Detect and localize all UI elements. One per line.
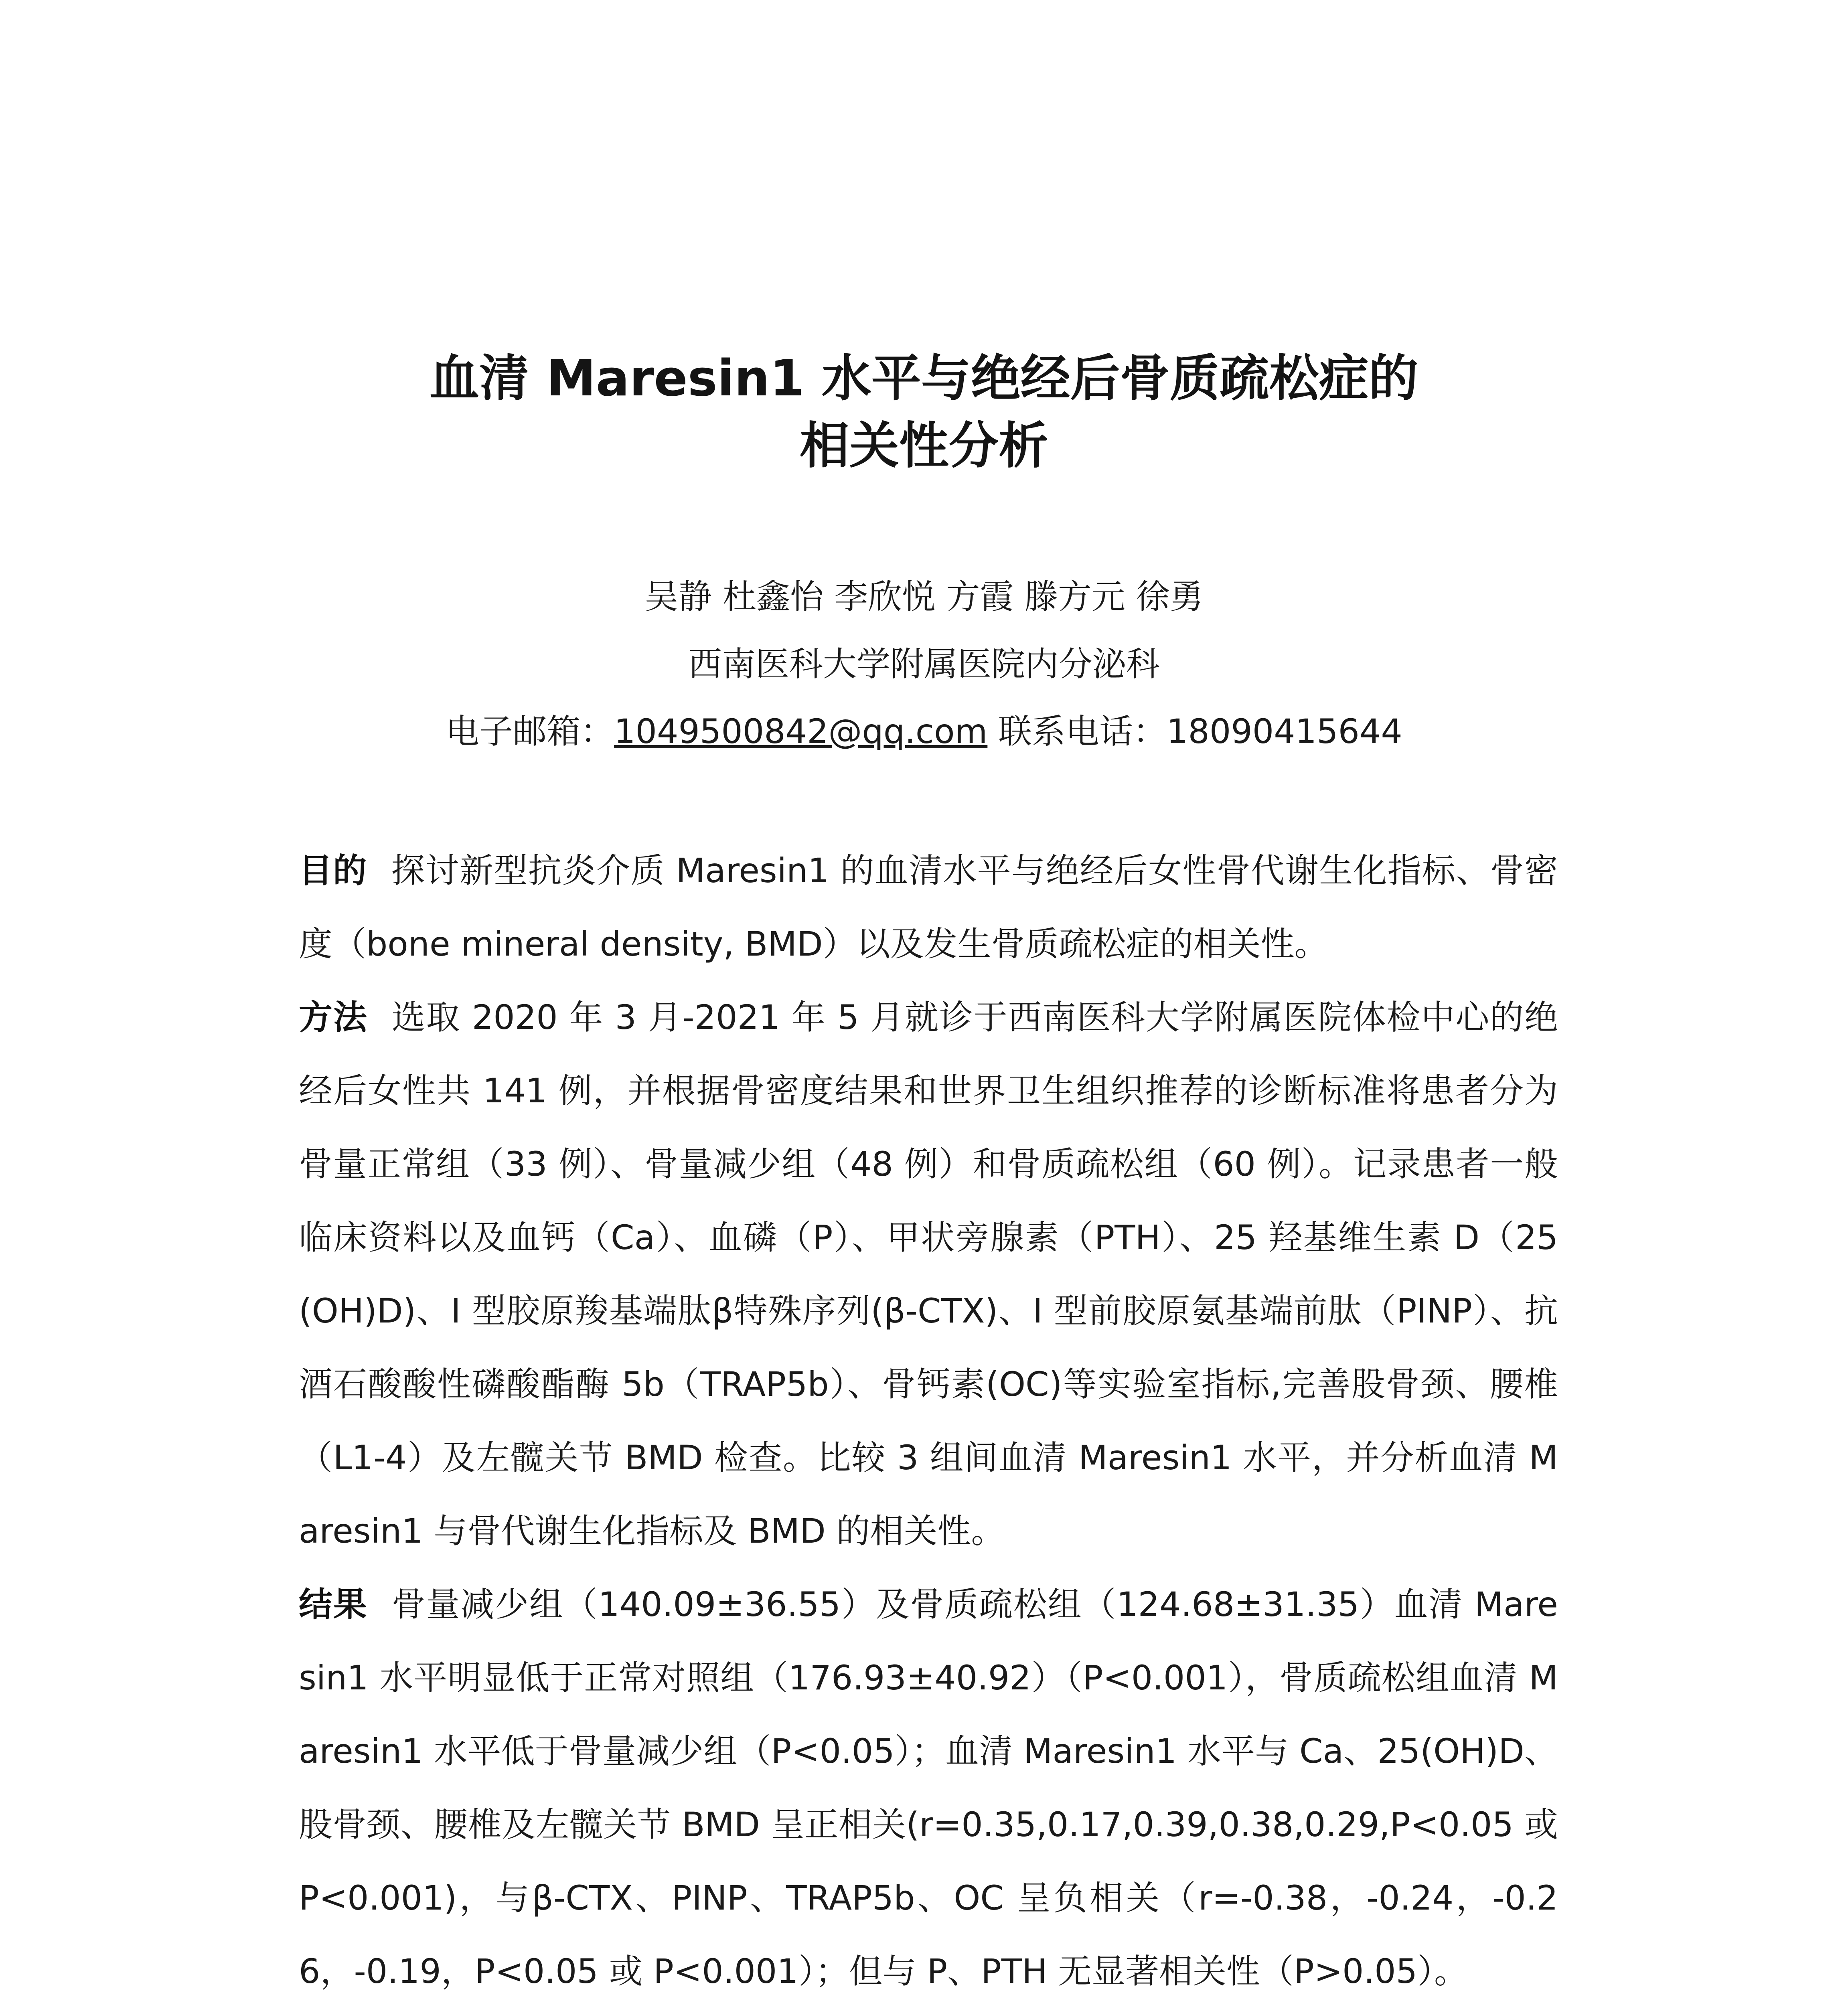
paper-title [0, 345, 1848, 480]
methods-paragraph [299, 981, 1558, 1568]
results-label: 结果 [299, 1585, 368, 1624]
author-info [0, 563, 1848, 765]
results-text: 骨量减少组（140.09±36.55）及骨质疏松组（124.68±31.35）血清 Maresin1 水平明显低于正常对照组（176.93±40.92）（P<0.001），骨质疏松组血清 Maresin1 水平低于骨量减少组（P<0.05）；血清 Maresin1 水平与 Ca、25(OH)D、股骨颈、腰椎及左髋关节 BMD 呈正相关(r=0.35,0.17,0.39,0.38,0.29,P<0.05 或 P<0.001)，与β-CTX、PINP、TRAP5b、OC 呈负相关（r=-0.38，-0.24，-0.26，-0.19，P<0.05 或 P<0.001）；但与 P、PTH 无显著相关性（P>0.05）。 [299, 1585, 1558, 1991]
email-label: 电子邮箱： [446, 712, 614, 751]
methods-text: 选取 2020 年 3 月-2021 年 5 月就诊于西南医科大学附属医院体检中心的绝经后女性共 141 例，并根据骨密度结果和世界卫生组织推荐的诊断标准将患者分为骨量正常组（33 例）、骨量减少组（48 例）和骨质疏松组（60 例）。记录患者一般临床资料以及血钙（Ca）、血磷（P）、甲状旁腺素（PTH）、25 羟基维生素 D（25(OH)D)、I 型胶原羧基端肽β特殊序列(β-CTX)、I 型前胶原氨基端前肽（PINP）、抗酒石酸酸性磷酸酯酶 5b（TRAP5b）、骨钙素(OC)等实验室指标,完善股骨颈、腰椎（L1-4）及左髋关节 BMD 检查。比较 3 组间血清 Maresin1 水平，并分析血清 Maresin1 与骨代谢生化指标及 BMD 的相关性。 [299, 998, 1558, 1551]
title-line-2: 相关性分析 [799, 417, 1048, 475]
email-link[interactable]: 1049500842@qq.com [614, 712, 988, 751]
objective-label: 目的 [299, 851, 367, 890]
contact-line [0, 698, 1848, 765]
affiliation: 西南医科大学附属医院内分泌科 [688, 644, 1160, 684]
abstract [299, 834, 1558, 2005]
methods-label: 方法 [299, 998, 368, 1037]
author-list: 吴静 杜鑫怡 李欣悦 方霞 滕方元 徐勇 [644, 577, 1204, 616]
phone-number: 18090415644 [1167, 712, 1402, 751]
objective-paragraph [299, 834, 1558, 981]
results-paragraph [299, 1568, 1558, 2005]
title-line-1: 血清 Maresin1 水平与绝经后骨质疏松症的 [430, 350, 1418, 407]
objective-text: 探讨新型抗炎介质 Maresin1 的血清水平与绝经后女性骨代谢生化指标、骨密度（bone mineral density, BMD）以及发生骨质疏松症的相关性。 [299, 851, 1558, 964]
phone-label: 联系电话： [987, 712, 1167, 751]
